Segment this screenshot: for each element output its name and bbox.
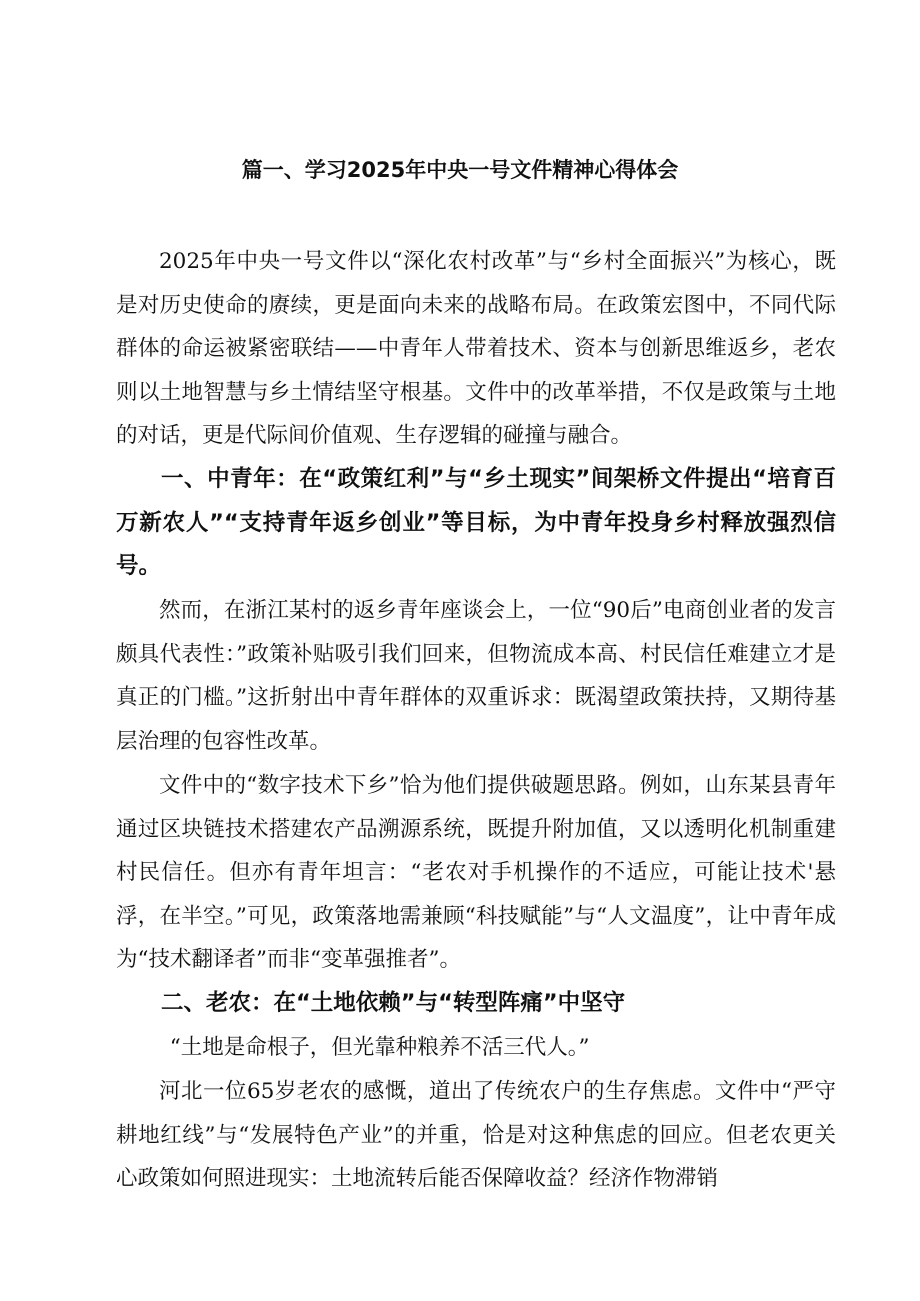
section-heading-elder-farmers: 二、老农：在“土地依赖”与“转型阵痛”中坚守 <box>161 990 626 1016</box>
page-title: 篇一、学习2025年中央一号文件精神心得体会 <box>241 158 679 182</box>
paragraph-elder-farmer: 河北一位65岁老农的感慨，道出了传统农户的生存焦虑。文件中“严守耕地红线”与“发展特色产业”的并重，恰是对这种焦虑的回应。但老农更关心政策如何照进现实：土地流转后能否保障收益？经济作物滞销 <box>116 1079 836 1192</box>
paragraph-youth-forum: 然而，在浙江某村的返乡青年座谈会上，一位“90后”电商创业者的发言颇具代表性：”政策补贴吸引我们回来，但物流成本高、村民信任难建立才是真正的门槛。”这折射出中青年群体的双重诉求：既渴望政策扶持，又期待基层治理的包容性改革。 <box>116 598 836 754</box>
paragraph-digital-tech: 文件中的“数字技术下乡”恰为他们提供破题思路。例如，山东某县青年通过区块链技术搭建农产品溯源系统，既提升附加值，又以透明化机制重建村民信任。但亦有青年坦言：“老农对手机操作的不适应，可能让技术'悬浮，在半空。”可见，政策落地需兼顾“科技赋能”与“人文温度”，让中青年成为“技术翻译者”而非“变革强推者”。 <box>116 773 836 973</box>
quote-line: “土地是命根子，但光靠种粮养不活三代人。” <box>169 1035 590 1060</box>
intro-paragraph: 2025年中央一号文件以“深化农村改革”与“乡村全面振兴”为核心，既是对历史使命的赓续，更是面向未来的战略布局。在政策宏图中，不同代际群体的命运被紧密联结——中青年人带着技术、资本与创新思维返乡，老农则以土地智慧与乡土情结坚守根基。文件中的改革举措，不仅是政策与土地的对话，更是代际间价值观、生存逻辑的碰撞与融合。 <box>116 249 836 449</box>
section-heading-youth: 一、中青年：在“政策红利”与“乡土现实”间架桥文件提出“培育百万新农人”“支持青年返乡创业”等目标，为中青年投身乡村释放强烈信号。 <box>116 466 836 580</box>
